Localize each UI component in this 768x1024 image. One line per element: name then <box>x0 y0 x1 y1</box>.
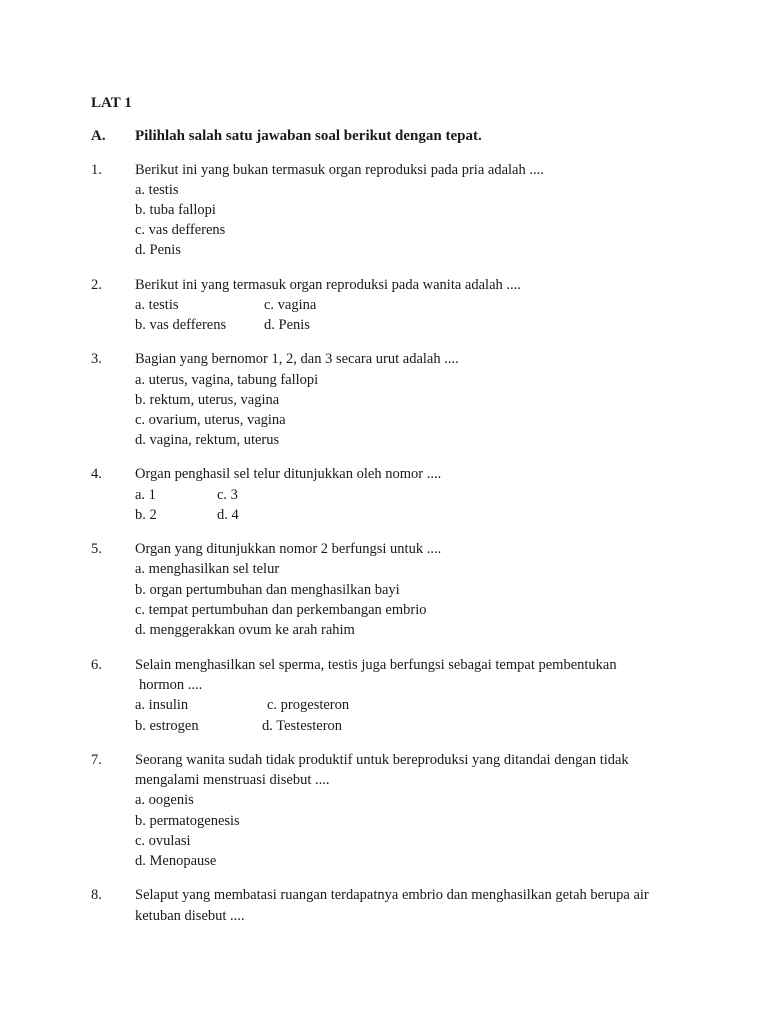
answer-option: a. oogenis <box>135 792 194 808</box>
answer-option: a. testis <box>135 297 179 313</box>
question-number: 5. <box>91 541 102 557</box>
answer-option: a. testis <box>135 182 179 198</box>
answer-option: c. vas defferens <box>135 222 226 238</box>
answer-option: b. organ pertumbuhan dan menghasilkan bayi <box>135 582 400 598</box>
question-text: Seorang wanita sudah tidak produktif untuk bereproduksi yang ditandai dengan tidak <box>135 752 629 768</box>
question-text: Bagian yang bernomor 1, 2, dan 3 secara urut adalah .... <box>135 351 459 367</box>
question-number: 2. <box>91 277 102 293</box>
answer-option: d. Penis <box>264 317 310 333</box>
answer-option: b. permatogenesis <box>135 813 240 829</box>
question-text: hormon .... <box>139 677 203 693</box>
document-title: LAT 1 <box>91 95 132 111</box>
answer-option: d. Testesteron <box>262 718 343 734</box>
answer-option: b. estrogen <box>135 718 199 734</box>
answer-option: c. vagina <box>264 297 317 313</box>
answer-option: a. 1 <box>135 487 156 503</box>
section-letter: A. <box>91 128 106 144</box>
answer-option: a. insulin <box>135 697 189 713</box>
question-number: 3. <box>91 351 102 367</box>
question-text: Selaput yang membatasi ruangan terdapatnya embrio dan menghasilkan getah berupa air <box>135 887 649 903</box>
answer-option: b. 2 <box>135 507 157 523</box>
answer-option: b. vas defferens <box>135 317 227 333</box>
question-text: ketuban disebut .... <box>135 908 245 924</box>
question-text: Berikut ini yang termasuk organ reproduksi pada wanita adalah .... <box>135 277 521 293</box>
answer-option: c. progesteron <box>267 697 350 713</box>
question-number: 8. <box>91 887 102 903</box>
answer-option: a. menghasilkan sel telur <box>135 561 280 577</box>
question-text: mengalami menstruasi disebut .... <box>135 772 330 788</box>
answer-option: a. uterus, vagina, tabung fallopi <box>135 372 319 388</box>
answer-option: c. tempat pertumbuhan dan perkembangan embrio <box>135 602 427 618</box>
answer-option: d. Penis <box>135 242 181 258</box>
answer-option: d. menggerakkan ovum ke arah rahim <box>135 622 355 638</box>
answer-option: b. rektum, uterus, vagina <box>135 392 280 408</box>
answer-option: b. tuba fallopi <box>135 202 216 218</box>
section-instruction: Pilihlah salah satu jawaban soal berikut dengan tepat. <box>135 128 482 144</box>
answer-option: c. ovulasi <box>135 833 191 849</box>
answer-option: d. 4 <box>217 507 239 523</box>
question-text: Organ penghasil sel telur ditunjukkan oleh nomor .... <box>135 466 442 482</box>
answer-option: c. 3 <box>217 487 238 503</box>
question-number: 4. <box>91 466 102 482</box>
question-number: 1. <box>91 162 102 178</box>
question-number: 7. <box>91 752 102 768</box>
question-number: 6. <box>91 657 102 673</box>
question-text: Selain menghasilkan sel sperma, testis juga berfungsi sebagai tempat pembentukan <box>135 657 617 673</box>
question-text: Berikut ini yang bukan termasuk organ reproduksi pada pria adalah .... <box>135 162 544 178</box>
answer-option: d. Menopause <box>135 853 217 869</box>
question-text: Organ yang ditunjukkan nomor 2 berfungsi untuk .... <box>135 541 442 557</box>
answer-option: d. vagina, rektum, uterus <box>135 432 280 448</box>
answer-option: c. ovarium, uterus, vagina <box>135 412 286 428</box>
